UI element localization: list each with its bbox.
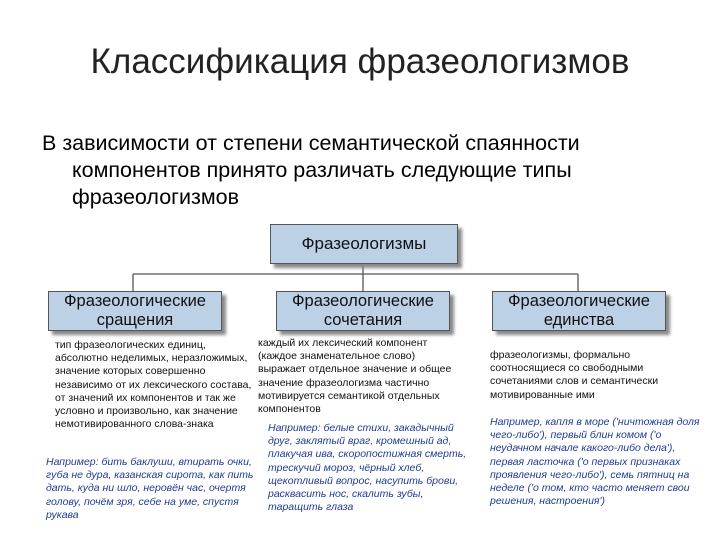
category-description-edinstva: фразеологизмы, формально соотносящиеся со свободными сочетаниями слов и семантически мотивированные ими xyxy=(490,349,659,401)
category-label: Фразеологические единства xyxy=(508,292,650,329)
category-box-sochetaniya xyxy=(276,291,450,331)
category-example-srashcheniya: Например: бить баклуши, втирать очки, губа не дура, казанская сирота, как пить дать, куда ни шло, неровён час, очертя голову, почём зря, себе на уме, спустя рукава xyxy=(46,456,254,521)
root-label: Фразеологизмы xyxy=(301,234,427,253)
category-example-edinstva: Например, капля в море ('ничтожная доля чего-либо'), первый блин комом ('о неудачном начале какого-либо дела'), первая ласточка ('о первых признаках проявления чего-либо'), семь пятниц на неделе ('о том, кто часто меняет свои решения, настроения') xyxy=(490,416,700,508)
category-box-srashcheniya xyxy=(48,291,222,331)
category-box-edinstva xyxy=(492,291,666,331)
category-description-sochetaniya: каждый их лексический компонент (каждое знаменательное слово) выражает отдельное значение и общее значение фразеологизма частично мотивируется семантикой отдельных компонентов xyxy=(258,337,452,416)
intro-line-1: В зависимости от степени семантической спаянности xyxy=(42,131,580,155)
category-label: Фразеологические сращения xyxy=(64,292,206,329)
category-description-srashcheniya: тип фразеологических единиц, абсолютно неделимых, неразложимых, значение которых совершенно независимо от их лексического состава, от значений их компонентов и так же условно и произвольно, как значение немотивированного слова-знака xyxy=(55,339,252,431)
category-label: Фразеологические сочетания xyxy=(292,292,434,329)
intro-line-3: фразеологизмов xyxy=(72,185,240,209)
slide-title: Классификация фразеологизмов xyxy=(90,42,630,81)
intro-line-2: компонентов принято различать следующие типы xyxy=(72,158,572,182)
category-example-sochetaniya: Например: белые стихи, закадычный друг, заклятый враг, кромешный ад, плакучая ива, скоропостижная смерть, трескучий мороз, чёрный хлеб, щекотливый вопрос, насупить брови, расквасить нос, скалить зубы, таращить глаза xyxy=(268,422,467,514)
root-node xyxy=(270,224,458,264)
